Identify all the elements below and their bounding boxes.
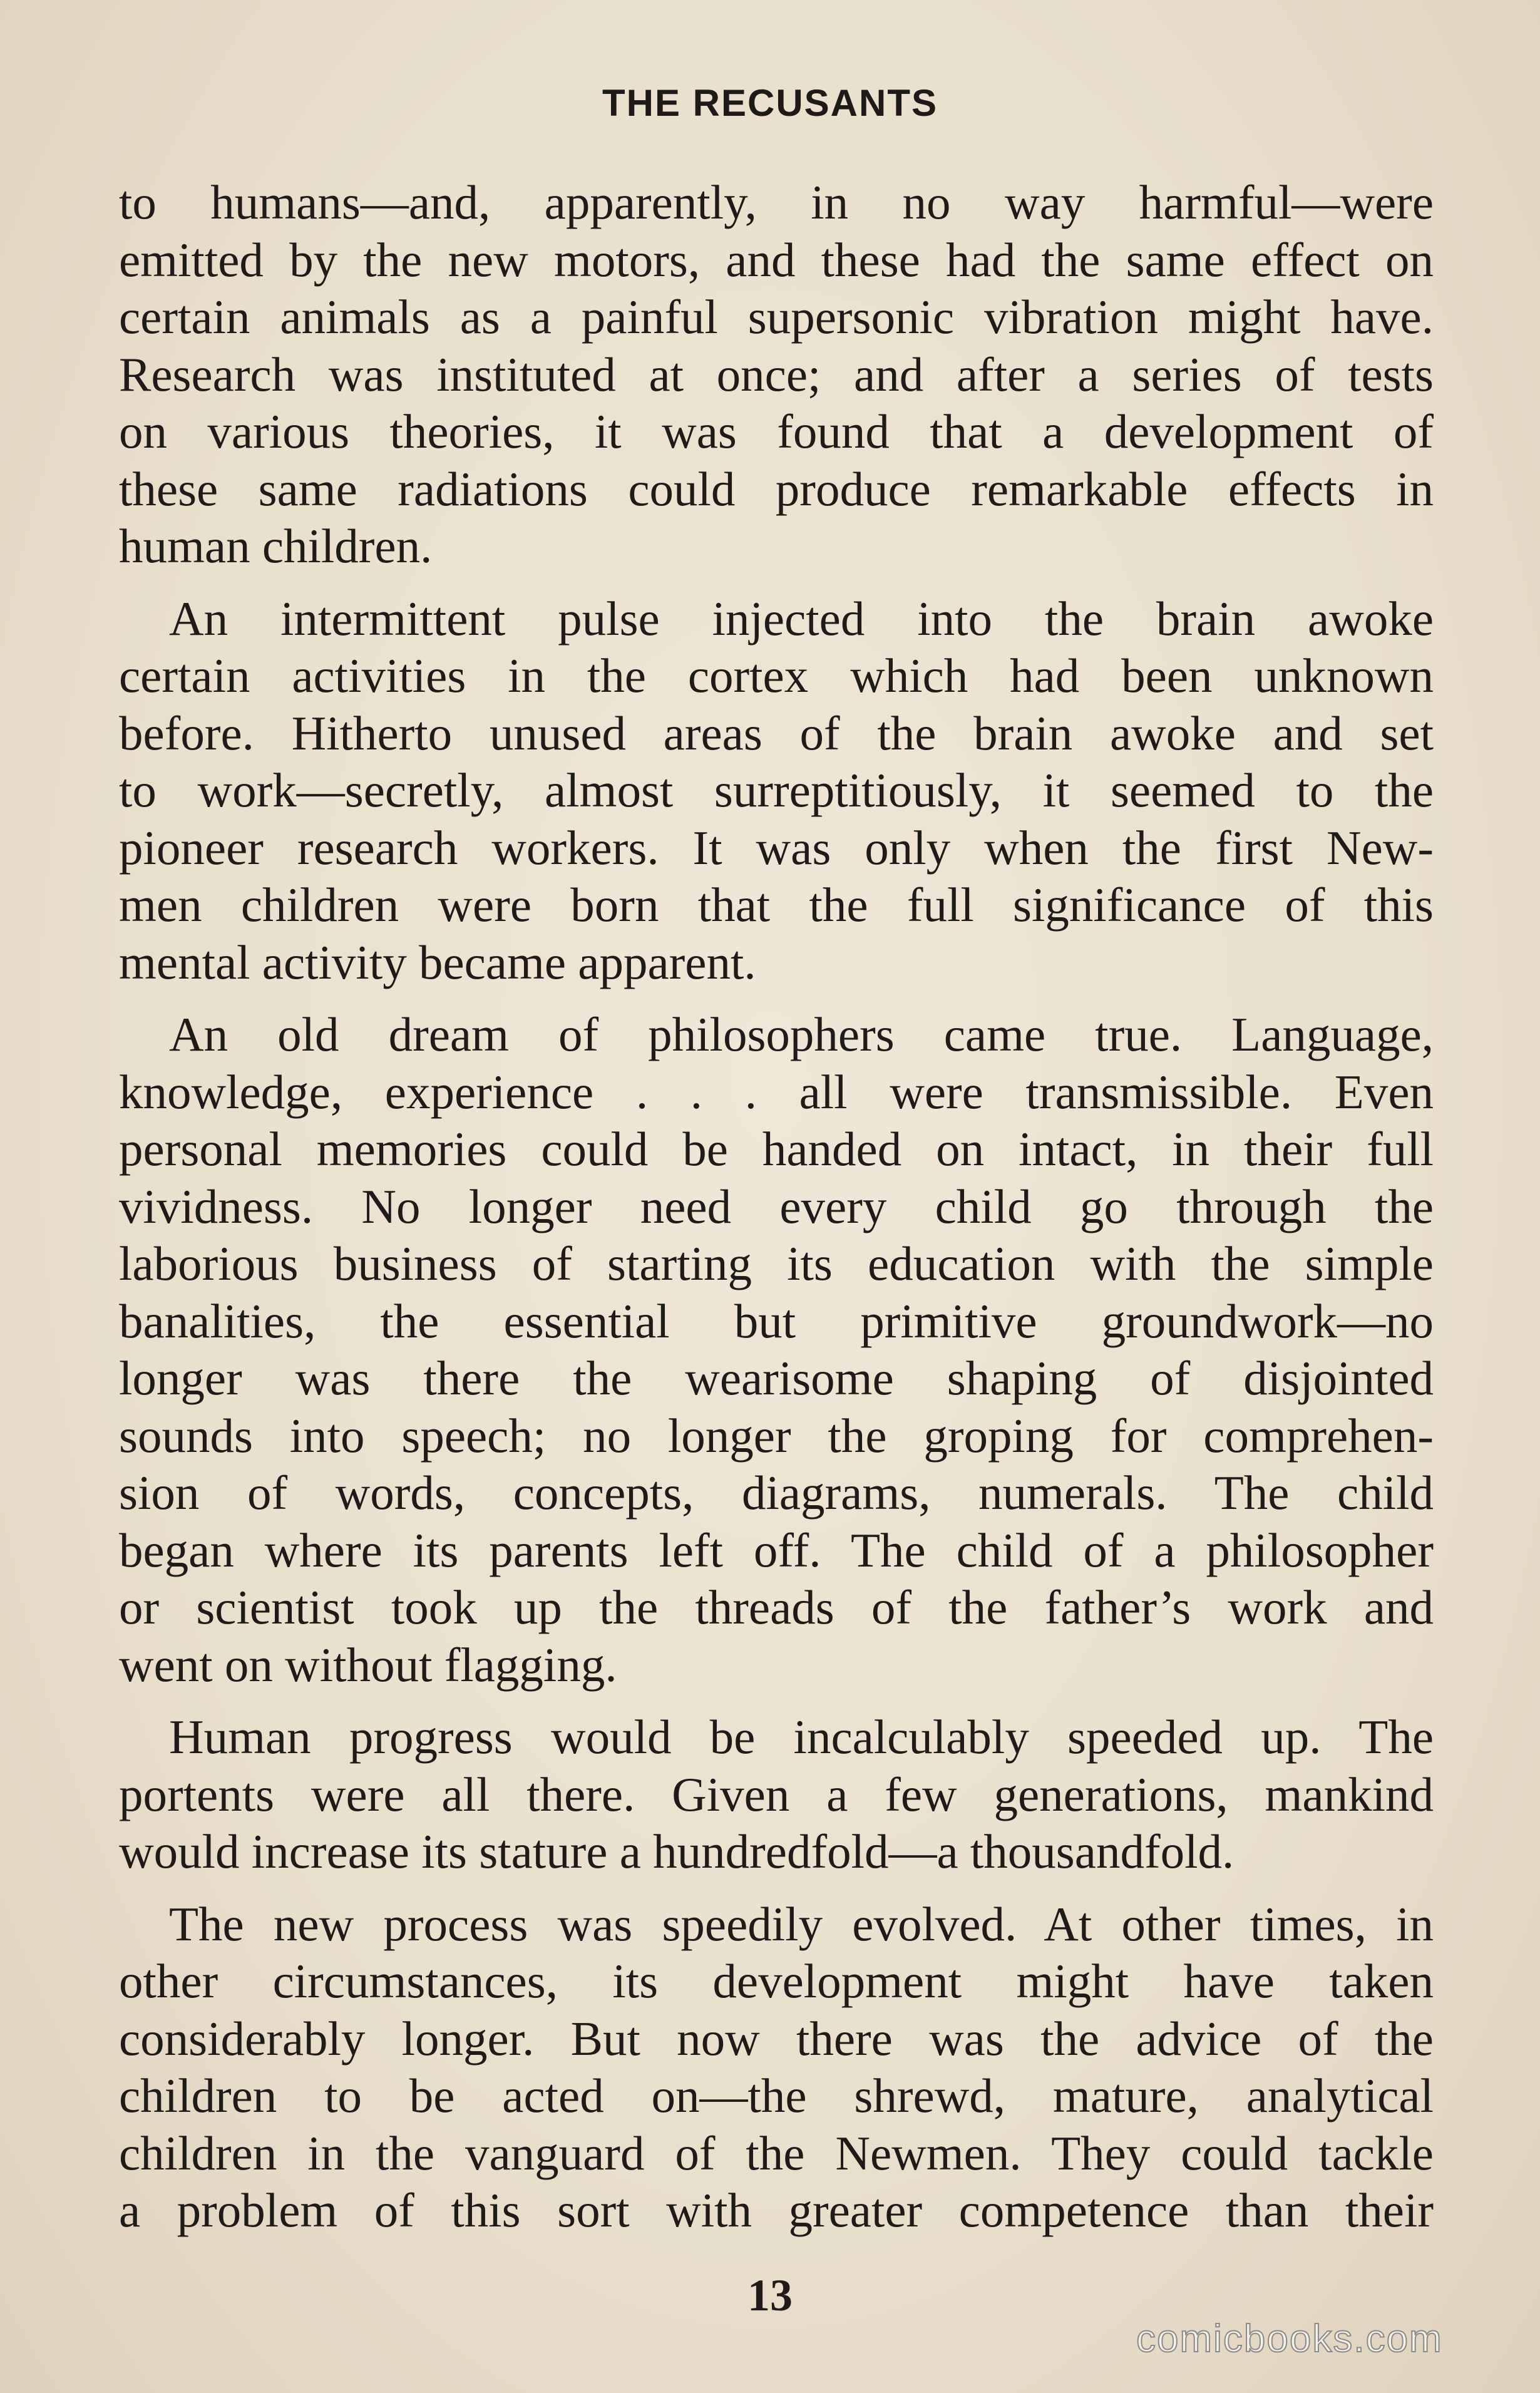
text-line: certain animals as a painful supersonic vibration might have.: [119, 290, 1434, 344]
text-line: The new process was speedily evolved. At other times, in: [169, 1896, 1434, 1951]
text-line: banalities, the essential but primitive groundwork—no: [119, 1294, 1434, 1348]
text-line: other circumstances, its development might have taken: [119, 1954, 1434, 2008]
text-line: knowledge, experience . . . all were transmissible. Even: [119, 1064, 1434, 1119]
text-line: a problem of this sort with greater competence than their: [119, 2183, 1434, 2237]
text-line: considerably longer. But now there was the advice of the: [119, 2011, 1434, 2066]
text-line: mental activity became apparent.: [119, 935, 756, 989]
watermark: comicbooks.com: [1136, 2317, 1443, 2360]
text-line: to humans—and, apparently, in no way harmful—were: [119, 175, 1434, 229]
paragraph-4: [119, 1709, 1434, 1881]
text-line: An intermittent pulse injected into the brain awoke: [169, 591, 1434, 646]
paragraph-1: [119, 174, 1434, 575]
text-line: sion of words, concepts, diagrams, numerals. The child: [119, 1466, 1434, 1520]
text-line: these same radiations could produce remarkable effects in: [119, 461, 1434, 516]
text-line: children to be acted on—the shrewd, mature, analytical: [119, 2069, 1434, 2123]
text-line: personal memories could be handed on intact, in their full: [119, 1122, 1434, 1176]
text-line: would increase its stature a hundredfold—a thousandfold.: [119, 1824, 1235, 1878]
text-line: sounds into speech; no longer the groping for comprehen-: [119, 1408, 1434, 1463]
paragraph-3: [119, 1006, 1434, 1694]
text-line: certain activities in the cortex which had been unknown: [119, 649, 1434, 702]
text-line: longer was there the wearisome shaping of disjointed: [119, 1351, 1434, 1405]
text-line: before. Hitherto unused areas of the brain awoke and set: [119, 706, 1434, 760]
text-line: began where its parents left off. The child of a philosopher: [119, 1523, 1434, 1577]
text-line: pioneer research workers. It was only when the first New-: [119, 820, 1434, 875]
text-line: Research was instituted at once; and after a series of tests: [119, 347, 1434, 401]
running-head: THE RECUSANTS: [602, 82, 938, 124]
body-text: [119, 174, 1434, 2255]
paragraph-2: [119, 590, 1434, 992]
text-line: emitted by the new motors, and these had the same effect on: [119, 232, 1434, 287]
text-line: or scientist took up the threads of the father’s work and: [119, 1580, 1434, 1634]
text-line: on various theories, it was found that a development of: [119, 404, 1434, 458]
text-line: men children were born that the full significance of this: [119, 878, 1434, 932]
text-line: Human progress would be incalculably speeded up. The: [169, 1710, 1434, 1764]
text-line: An old dream of philosophers came true. Language,: [169, 1007, 1434, 1061]
text-line: to work—secretly, almost surreptitiously, it seemed to the: [119, 763, 1434, 817]
page-number: 13: [747, 2270, 793, 2320]
text-line: children in the vanguard of the Newmen. They could tackle: [119, 2126, 1434, 2180]
text-line: laborious business of starting its education with the simple: [119, 1237, 1434, 1290]
text-line: vividness. No longer need every child go through the: [119, 1179, 1434, 1233]
paragraph-5: [119, 1896, 1434, 2240]
text-line: human children.: [119, 519, 433, 573]
text-line: portents were all there. Given a few generations, mankind: [119, 1767, 1434, 1821]
text-line: went on without flagging.: [119, 1637, 617, 1692]
